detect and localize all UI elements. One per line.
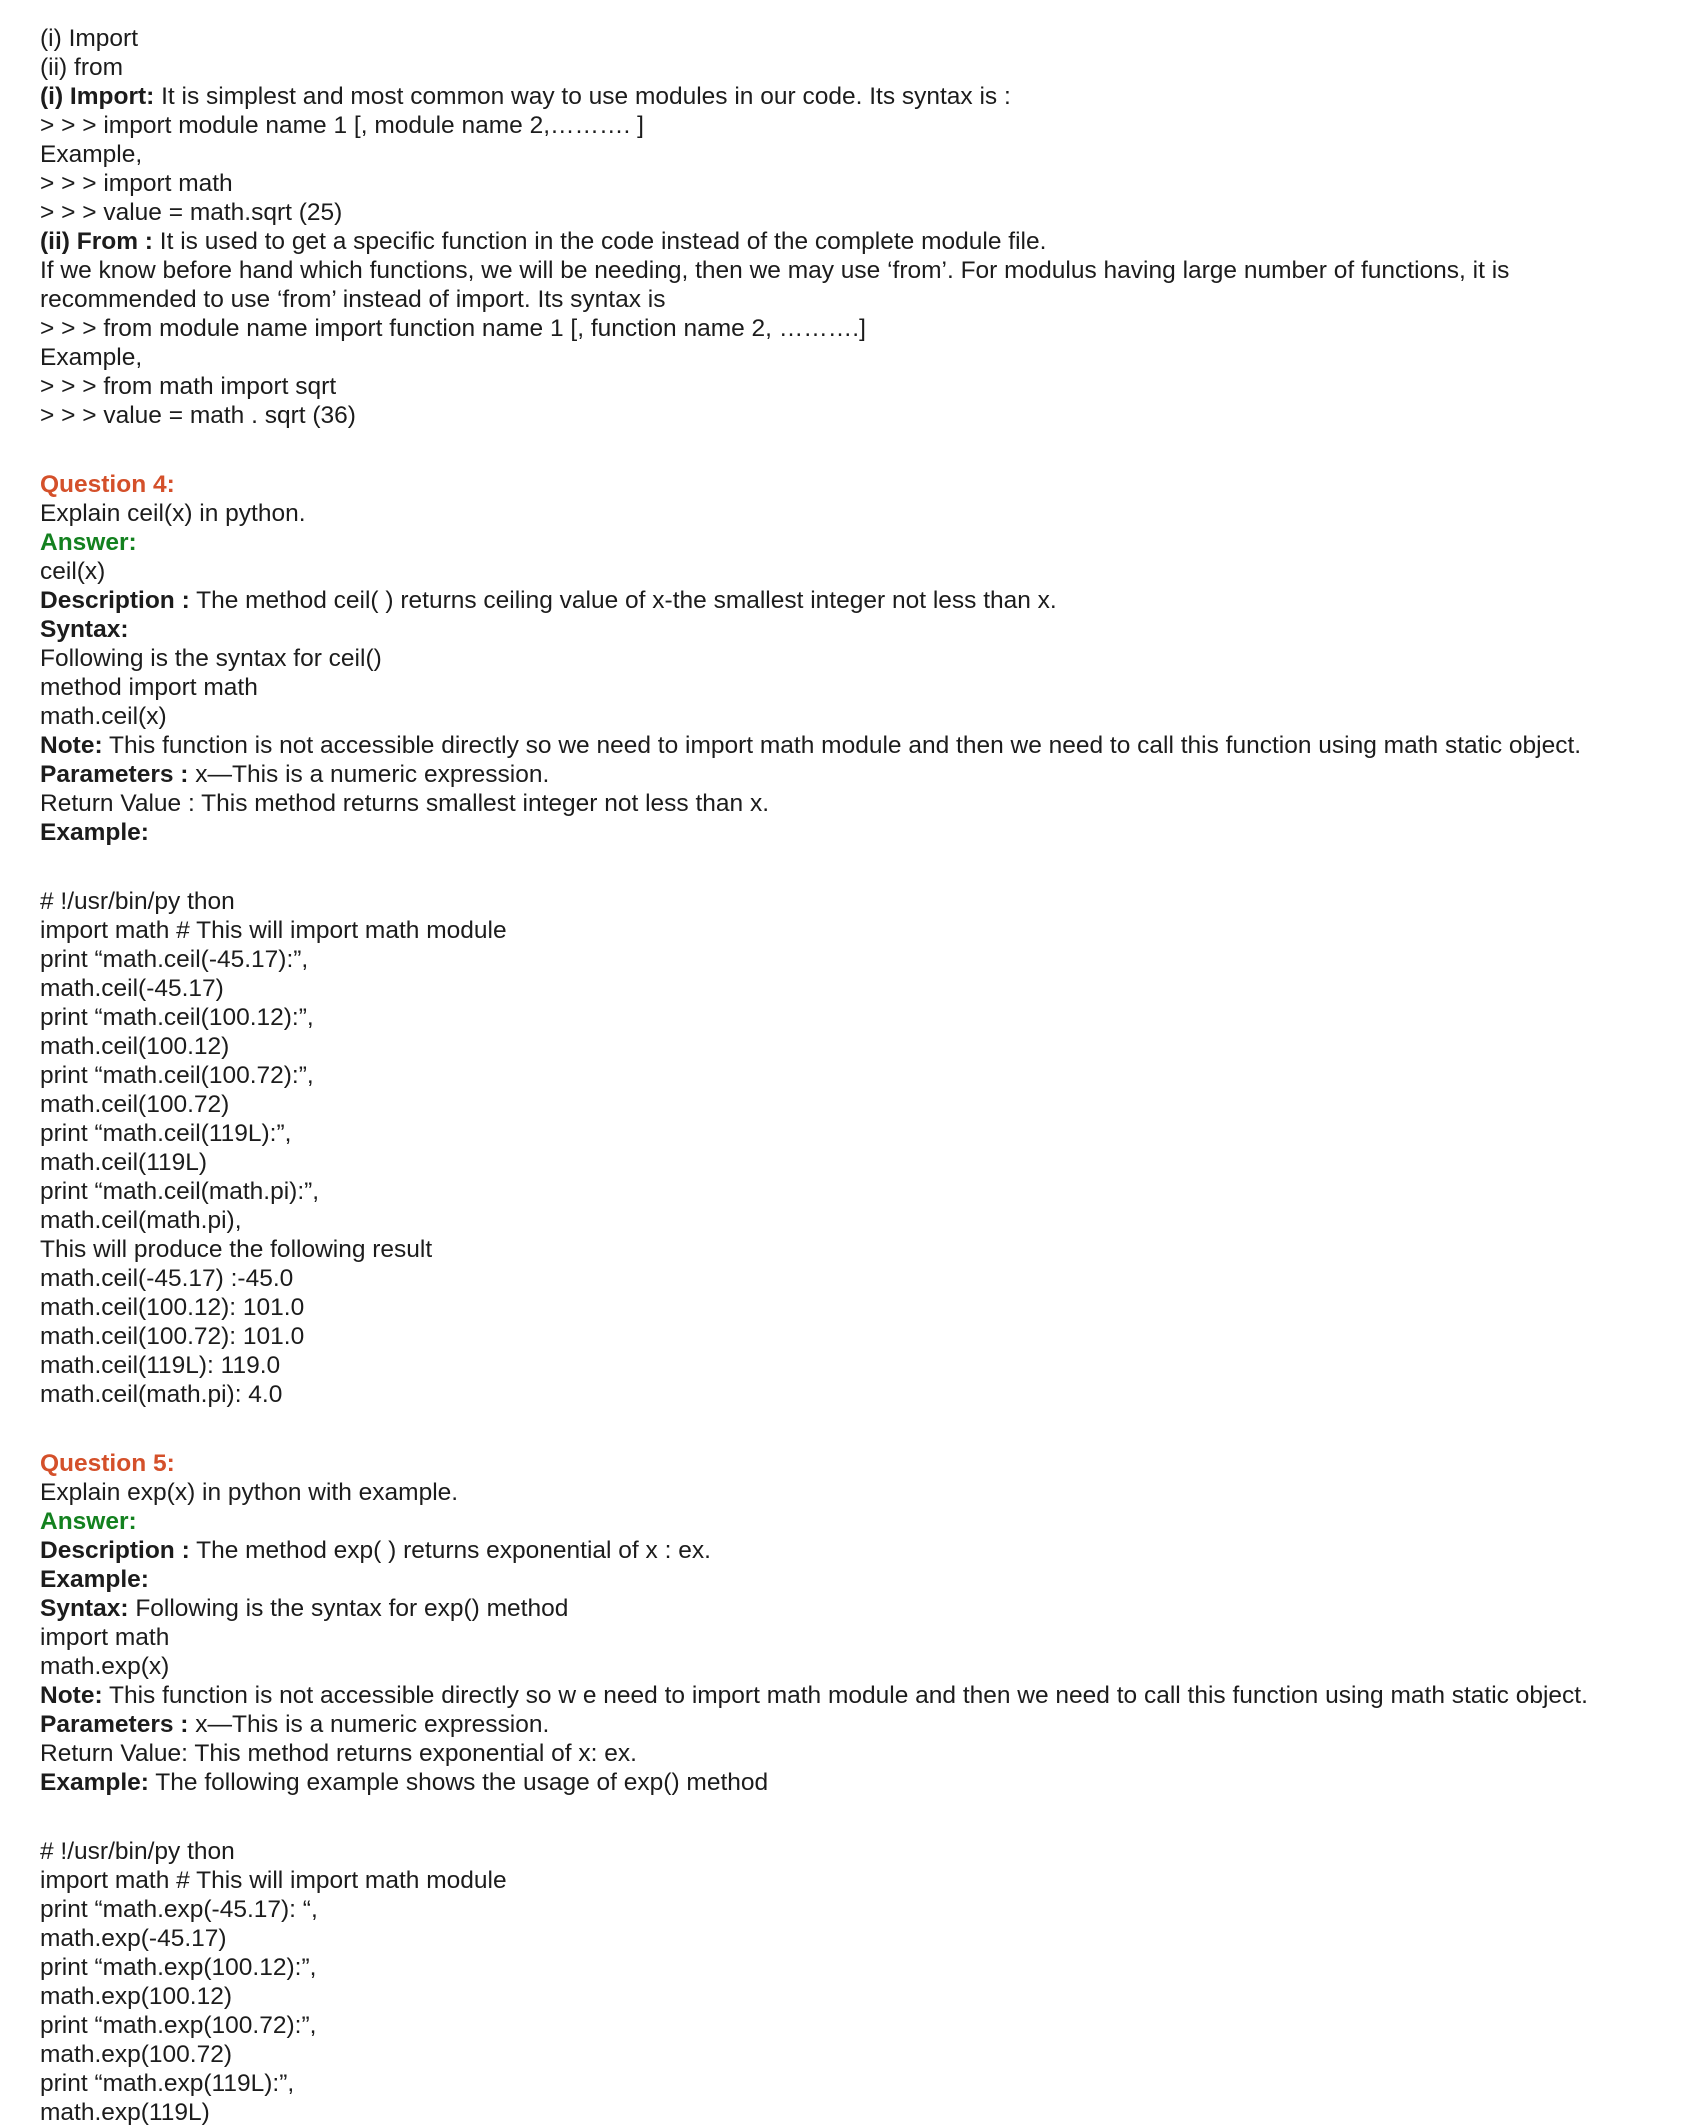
code-block-exp	[40, 1837, 1680, 2127]
text-line: Example,	[40, 141, 143, 168]
code-line: print “math.exp(100.12):”,	[40, 1954, 317, 1981]
code-line: math.ceil(100.12): 101.0	[40, 1294, 305, 1321]
code-line: math.ceil(math.pi),	[40, 1207, 242, 1234]
text-line: Example,	[40, 344, 143, 371]
import-text: It is simplest and most common way to use modules in our code. Its syntax is :	[154, 83, 1011, 110]
code-line: import math	[40, 1624, 170, 1651]
return-value-line: Return Value : This method returns smallest integer not less than x.	[40, 790, 770, 817]
code-line: import math # This will import math module	[40, 1867, 507, 1894]
spacer	[40, 1409, 1680, 1449]
parameters-text: x—This is a numeric expression.	[188, 761, 550, 788]
note-text: This function is not accessible directly so we need to import math module and then we need to call this function using math static object.	[102, 732, 1582, 759]
import-definition	[40, 82, 1680, 111]
text-line: If we know before hand which functions, we will be needing, then we may use ‘from’. For modulus having large number of functions, it is	[40, 257, 1510, 284]
parameters-label: Parameters :	[40, 1711, 189, 1738]
code-line: math.exp(100.12)	[40, 1983, 233, 2010]
example-text: The following example shows the usage of exp() method	[148, 1769, 769, 1796]
code-line: > > > from module name import function name 1 [, function name 2, ……….]	[40, 315, 866, 342]
code-line: > > > import math	[40, 170, 233, 197]
example-label-text: Example:	[40, 819, 149, 846]
code-line: > > > value = math . sqrt (36)	[40, 402, 356, 429]
note-label: Note:	[40, 1682, 103, 1709]
spacer	[40, 430, 1680, 470]
import-label: (i) Import:	[40, 83, 155, 110]
code-line: math.ceil(100.72): 101.0	[40, 1323, 305, 1350]
description-label: Description :	[40, 587, 190, 614]
example-label-text: Example:	[40, 1566, 149, 1593]
syntax-text: Following is the syntax for exp() method	[128, 1595, 569, 1622]
parameters-text: x—This is a numeric expression.	[188, 1711, 550, 1738]
text-line: ceil(x)	[40, 558, 106, 585]
answer-label: Answer:	[40, 529, 137, 556]
parameters-label: Parameters :	[40, 761, 189, 788]
text-line: (ii) from	[40, 54, 124, 81]
code-line: math.ceil(100.72)	[40, 1091, 230, 1118]
syntax-label: Syntax:	[40, 1595, 129, 1622]
code-line: print “math.exp(100.72):”,	[40, 2012, 317, 2039]
example-label	[40, 1565, 1680, 1594]
text-line: recommended to use ‘from’ instead of import. Its syntax is	[40, 286, 666, 313]
parameters-line	[40, 760, 1680, 789]
spacer	[40, 847, 1680, 887]
from-definition	[40, 227, 1680, 256]
return-value-line: Return Value: This method returns exponential of x: ex.	[40, 1740, 637, 1767]
note-line	[40, 1681, 1680, 1710]
code-line: math.exp(-45.17)	[40, 1925, 227, 1952]
example-label: Example:	[40, 1769, 149, 1796]
document-page	[40, 24, 1680, 2127]
note-line	[40, 731, 1680, 760]
syntax-line	[40, 1594, 1680, 1623]
code-line: math.exp(x)	[40, 1653, 170, 1680]
code-line: import math # This will import math module	[40, 917, 507, 944]
code-block-ceil	[40, 887, 1680, 1409]
code-line: print “math.ceil(100.12):”,	[40, 1004, 314, 1031]
description-text: The method ceil( ) returns ceiling value of x-the smallest integer not less than x.	[189, 587, 1057, 614]
code-line: math.ceil(119L)	[40, 1149, 208, 1176]
text-line: (i) Import	[40, 25, 138, 52]
question-4-text: Explain ceil(x) in python.	[40, 500, 306, 527]
code-line: math.ceil(-45.17) :-45.0	[40, 1265, 294, 1292]
code-line: print “math.ceil(math.pi):”,	[40, 1178, 320, 1205]
code-line: print “math.ceil(100.72):”,	[40, 1062, 314, 1089]
from-text: It is used to get a specific function in the code instead of the complete module file.	[152, 228, 1047, 255]
syntax-label-text: Syntax:	[40, 616, 129, 643]
question-5-text: Explain exp(x) in python with example.	[40, 1479, 459, 1506]
code-line: > > > import module name 1 [, module name 2,………. ]	[40, 112, 644, 139]
question-5-heading: Question 5:	[40, 1450, 175, 1477]
code-line: # !/usr/bin/py thon	[40, 1838, 235, 1865]
description-text: The method exp( ) returns exponential of x : ex.	[189, 1537, 711, 1564]
code-line: math.ceil(100.12)	[40, 1033, 230, 1060]
parameters-line	[40, 1710, 1680, 1739]
question-4-heading: Question 4:	[40, 471, 175, 498]
code-line: math.ceil(-45.17)	[40, 975, 224, 1002]
note-label: Note:	[40, 732, 103, 759]
example-label	[40, 818, 1680, 847]
code-line: math.ceil(math.pi): 4.0	[40, 1381, 283, 1408]
text-line: Following is the syntax for ceil()	[40, 645, 382, 672]
note-text: This function is not accessible directly so w e need to import math module and then we need to call this function using math static object.	[102, 1682, 1588, 1709]
code-line: print “math.exp(-45.17): “,	[40, 1896, 318, 1923]
syntax-label	[40, 615, 1680, 644]
description-line	[40, 586, 1680, 615]
code-line: math.ceil(119L): 119.0	[40, 1352, 281, 1379]
code-line: print “math.exp(119L):”,	[40, 2070, 295, 2097]
spacer	[40, 1797, 1680, 1837]
answer-label: Answer:	[40, 1508, 137, 1535]
code-line: print “math.ceil(119L):”,	[40, 1120, 292, 1147]
code-line: math.ceil(x)	[40, 703, 167, 730]
code-line: > > > from math import sqrt	[40, 373, 337, 400]
text-line: method import math	[40, 674, 258, 701]
code-line: # !/usr/bin/py thon	[40, 888, 235, 915]
code-line: math.exp(100.72)	[40, 2041, 233, 2068]
code-line: math.exp(119L)	[40, 2099, 210, 2126]
example-line	[40, 1768, 1680, 1797]
code-line: print “math.ceil(-45.17):”,	[40, 946, 309, 973]
description-label: Description :	[40, 1537, 190, 1564]
from-label: (ii) From :	[40, 228, 153, 255]
code-line: This will produce the following result	[40, 1236, 433, 1263]
code-line: > > > value = math.sqrt (25)	[40, 199, 343, 226]
description-line	[40, 1536, 1680, 1565]
